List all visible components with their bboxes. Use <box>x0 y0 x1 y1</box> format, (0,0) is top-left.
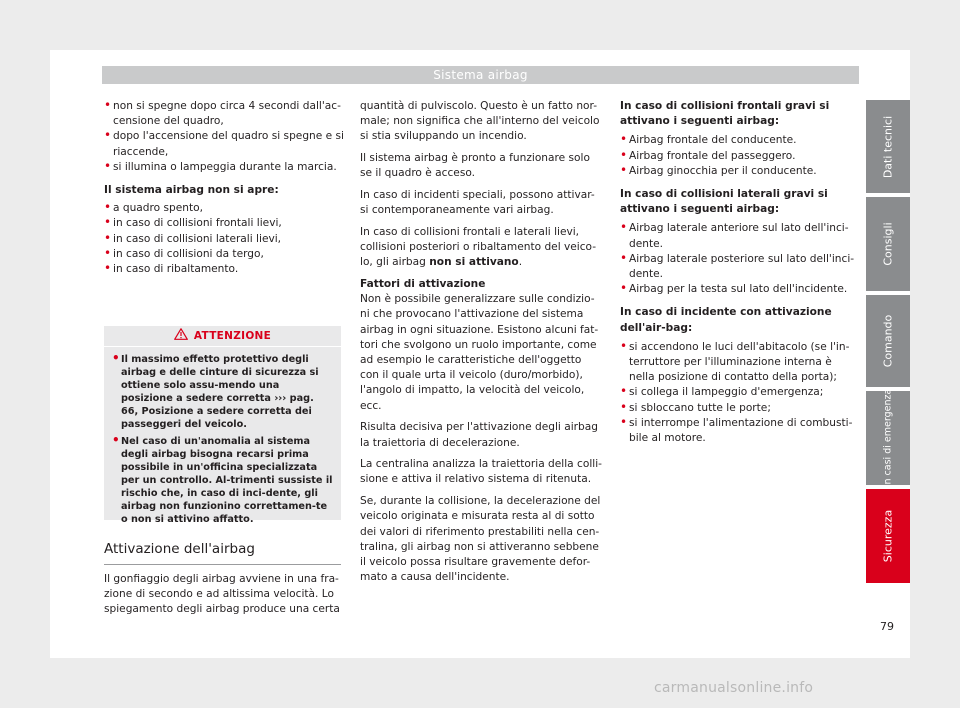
factors-heading: Fattori di attivazione <box>360 278 486 291</box>
sidebar-tab-label: Dati tecnici <box>881 115 895 178</box>
sidebar-tab-label: Comando <box>881 314 895 368</box>
paragraph: In caso di incidenti speciali, possono attivar-si contemporaneamente vari airbag. <box>360 189 595 217</box>
attention-item-text: Il massimo effetto protettivo degli airbag e delle cinture di sicurezza si ottiene solo assu-mendo una posizione a sedere corretta <box>121 354 319 405</box>
paragraph: Risulta decisiva per l'attivazione degli airbag la traiettoria di decelerazione. <box>360 421 598 449</box>
list-item: • Airbag ginocchia per il conducente. <box>620 164 860 179</box>
paragraph: Il sistema airbag è pronto a funzionare solo se il quadro è acceso. <box>360 152 590 180</box>
sidebar-tab-emergenza[interactable] <box>866 388 910 488</box>
section-divider <box>104 564 341 565</box>
page-reference-link[interactable]: ››› pag. 66, Posizione a sedere corretta dei passeggeri del veicolo. <box>121 393 314 431</box>
list-item: • in caso di collisioni frontali lievi, <box>104 216 344 231</box>
list-item: • si illumina o lampeggia durante la marcia. <box>104 160 344 175</box>
attention-item: • Nel caso di un'anomalia al sistema degli airbag bisogna recarsi prima possibile in un'officina specializzata per un controllo. Al-trimenti sussiste il rischio che, in caso di inci-dente, gli airbag non funzionino correttamen-te o non si attivino affatto. <box>112 435 333 527</box>
attention-title <box>104 326 341 347</box>
column-middle <box>360 99 603 592</box>
frontal-heading: In caso di collisioni frontali gravi si attivano i seguenti airbag: <box>620 100 830 128</box>
sidebar-tab-sicurezza[interactable] <box>866 489 910 583</box>
list-item: • Airbag frontale del conducente. <box>620 133 860 148</box>
warning-triangle-icon <box>174 328 188 340</box>
paragraph: quantità di pulviscolo. Questo è un fatto nor-male; non significa che all'interno del veicolo si stia sviluppando un incendio. <box>360 100 600 143</box>
paragraph-text: In caso di collisioni frontali e laterali lievi, collisioni posteriori o ribaltamento del veico-lo, gli airbag <box>360 225 597 269</box>
list-item: • si accendono le luci dell'abitacolo (se l'in-terruttore per l'illuminazione interna è nella posizione di contatto della porta); <box>620 340 860 386</box>
paragraph-text: . <box>518 256 523 269</box>
paragraph <box>360 225 603 271</box>
sidebar-tab-comando[interactable] <box>866 295 910 387</box>
paragraph: Se, durante la collisione, la decelerazione del veicolo originata e misurata resta al di sotto dei valori di riferimento prestabiliti nella cen-tralina, gli airbag non si attiveranno sebbene il veicolo possa risultare gravemente defor-mato a causa dell'incidente. <box>360 495 601 584</box>
list-item: • non si spegne dopo circa 4 secondi dall'ac-censione del quadro, <box>104 99 344 129</box>
page-header: Sistema airbag <box>102 66 859 84</box>
attention-box <box>104 326 341 526</box>
column-left <box>104 99 344 277</box>
sidebar-tab-dati-tecnici[interactable] <box>866 100 910 193</box>
page-number: 79 <box>880 620 894 633</box>
list-item: • si sbloccano tutte le porte; <box>620 401 860 416</box>
list-item: • Airbag frontale del passeggero. <box>620 149 860 164</box>
list-item: • Airbag laterale posteriore sul lato dell'inci-dente. <box>620 252 860 282</box>
sidebar-tab-label: In casi di emergenza <box>882 388 894 488</box>
list-item: • in caso di collisioni da tergo, <box>104 247 344 262</box>
emphasis-text: non si attivano <box>429 256 519 269</box>
list-item: • Airbag per la testa sul lato dell'incidente. <box>620 282 860 297</box>
list-item: • in caso di collisioni laterali lievi, <box>104 232 344 247</box>
paragraph: La centralina analizza la traiettoria della colli-sione e attiva il relativo sistema di ritenuta. <box>360 458 603 486</box>
watermark: carmanualsonline.info <box>654 680 814 696</box>
section-paragraph: Il gonfiaggio degli airbag avviene in una fra-zione di secondo e ad altissima velocità. Lo spiegamento degli airbag produce una certa <box>104 573 340 616</box>
section-title: Attivazione dell'airbag <box>104 541 255 557</box>
attention-item <box>112 353 333 432</box>
list-item: • si collega il lampeggio d'emergenza; <box>620 385 860 400</box>
paragraph: Non è possibile generalizzare sulle condizio-ni che provocano l'attivazione del sistema airbag in ogni situazione. Esistono alcuni fat-tori che svolgono un ruolo importante, come ad esempio le caratteristiche dell'oggetto con il quale urta il veicolo (duro/morbido), l'angolo di impatto, la velocità del veicolo, ecc. <box>360 293 599 412</box>
column-right <box>620 99 860 446</box>
list-item: • dopo l'accensione del quadro si spegne e si riaccende, <box>104 129 344 159</box>
accident-heading: In caso di incidente con attivazione dell'air-bag: <box>620 306 832 334</box>
list-item: • a quadro spento, <box>104 201 344 216</box>
not-open-heading: Il sistema airbag non si apre: <box>104 184 279 197</box>
list-item: • si interrompe l'alimentazione di combusti-bile al motore. <box>620 416 860 446</box>
attention-label: ATTENZIONE <box>193 330 272 342</box>
list-item: • in caso di ribaltamento. <box>104 262 344 277</box>
sidebar-tab-consigli[interactable] <box>866 197 910 291</box>
sidebar-tab-label: Sicurezza <box>881 509 895 563</box>
sidebar-tab-label: Consigli <box>881 222 895 266</box>
lateral-heading: In caso di collisioni laterali gravi si attivano i seguenti airbag: <box>620 188 828 216</box>
list-item: • Airbag laterale anteriore sul lato dell'inci-dente. <box>620 221 860 251</box>
